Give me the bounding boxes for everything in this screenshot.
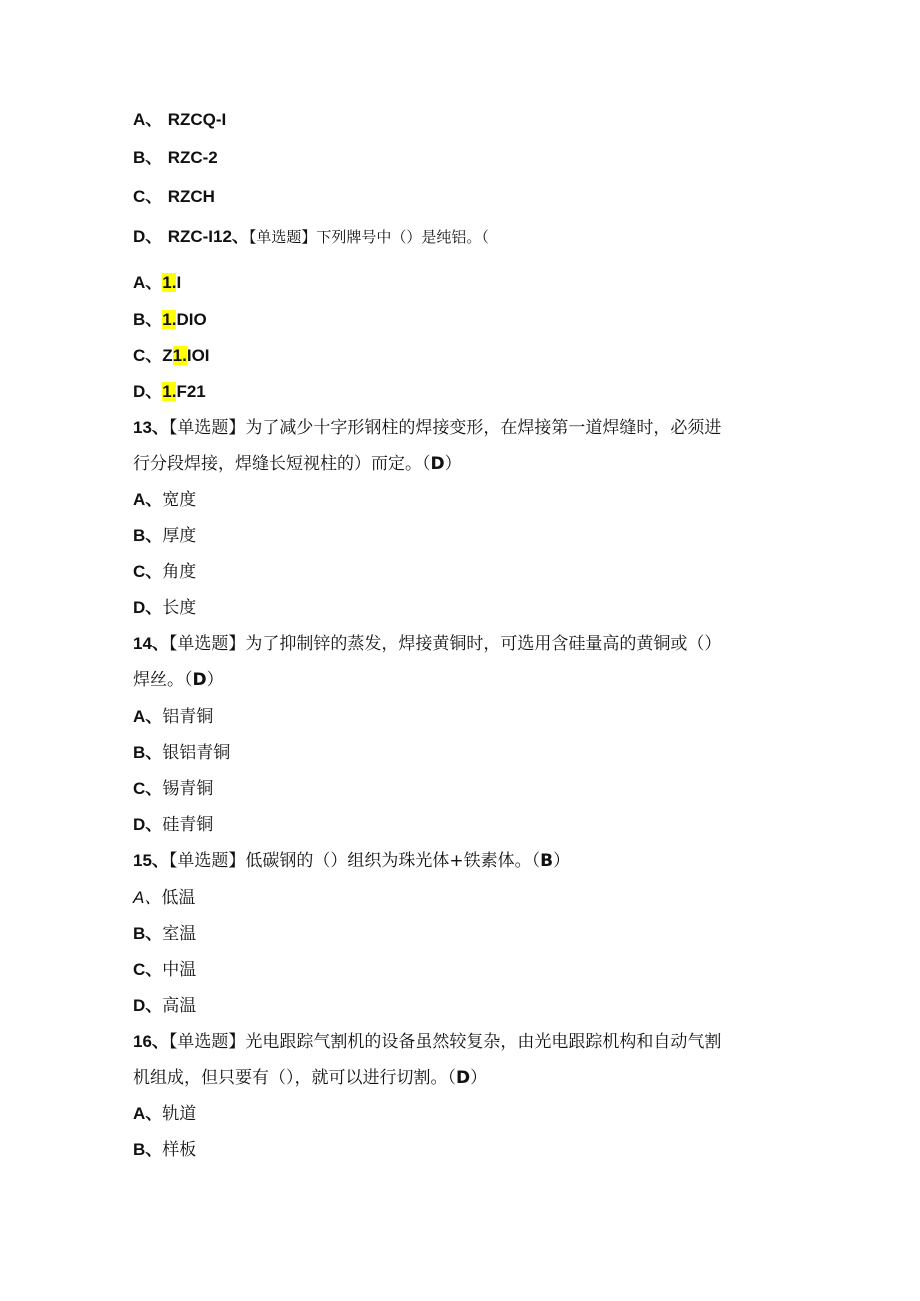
q16-option-b: B、样板 bbox=[133, 1140, 197, 1160]
q13-option-c: C、角度 bbox=[133, 562, 197, 582]
answer: D bbox=[430, 454, 445, 474]
q11-option-c: C、 RZCH bbox=[133, 187, 215, 206]
q12-option-a: A、1.I bbox=[133, 273, 182, 292]
q13-stem-line2: 行分段焊接，焊缝长短视柱的）而定。（D） bbox=[133, 454, 462, 474]
q15-stem: 15、【单选题】低碳钢的（）组织为珠光体+铁素体。（B） bbox=[133, 851, 571, 871]
q13-option-d: D、长度 bbox=[133, 598, 197, 618]
q15-option-b: B、室温 bbox=[133, 924, 197, 944]
q12-option-d: D、1.F21 bbox=[133, 382, 206, 401]
q13-stem-line1: 13、【单选题】为了减少十字形钢柱的焊接变形，在焊接第一道焊缝时，必须进 bbox=[133, 418, 722, 438]
q11-option-d: D、 RZC-I12、【单选题】下列牌号中（）是纯铝。（ bbox=[133, 227, 489, 246]
q11-option-b: B、 RZC-2 bbox=[133, 148, 218, 167]
q13-option-b: B、厚度 bbox=[133, 526, 197, 546]
q15-option-a: A、低温 bbox=[133, 888, 196, 908]
answer: B bbox=[540, 851, 554, 871]
highlight: 1. bbox=[162, 382, 177, 401]
q16-stem-line2: 机组成，但只要有（），就可以进行切割。（D） bbox=[133, 1068, 488, 1088]
q14-option-b: B、银铝青铜 bbox=[133, 743, 231, 763]
highlight: 1. bbox=[162, 310, 177, 329]
q12-option-b: B、1.DIO bbox=[133, 310, 207, 329]
q11-option-a: A、 RZCQ-I bbox=[133, 110, 227, 129]
answer: D bbox=[192, 670, 207, 690]
q14-option-a: A、铝青铜 bbox=[133, 707, 214, 727]
q13-option-a: A、宽度 bbox=[133, 490, 197, 510]
q15-option-c: C、中温 bbox=[133, 960, 197, 980]
q14-stem-line1: 14、【单选题】为了抑制锌的蒸发，焊接黄铜时，可选用含硅量高的黄铜或（） bbox=[133, 634, 722, 654]
q15-option-d: D、高温 bbox=[133, 996, 197, 1016]
q12-option-c: C、Z1.IOI bbox=[133, 346, 210, 365]
highlight: 1. bbox=[162, 273, 177, 292]
q16-option-a: A、轨道 bbox=[133, 1104, 197, 1124]
q16-stem-line1: 16、【单选题】光电跟踪气割机的设备虽然较复杂，由光电跟踪机构和自动气割 bbox=[133, 1032, 722, 1052]
q14-option-c: C、锡青铜 bbox=[133, 779, 214, 799]
q14-option-d: D、硅青铜 bbox=[133, 815, 214, 835]
answer: D bbox=[456, 1068, 471, 1088]
q12-stem: 【单选题】下列牌号中（）是纯铝。（ bbox=[248, 228, 489, 246]
q14-stem-line2: 焊丝。（D） bbox=[133, 670, 224, 690]
highlight: 1. bbox=[172, 346, 187, 365]
